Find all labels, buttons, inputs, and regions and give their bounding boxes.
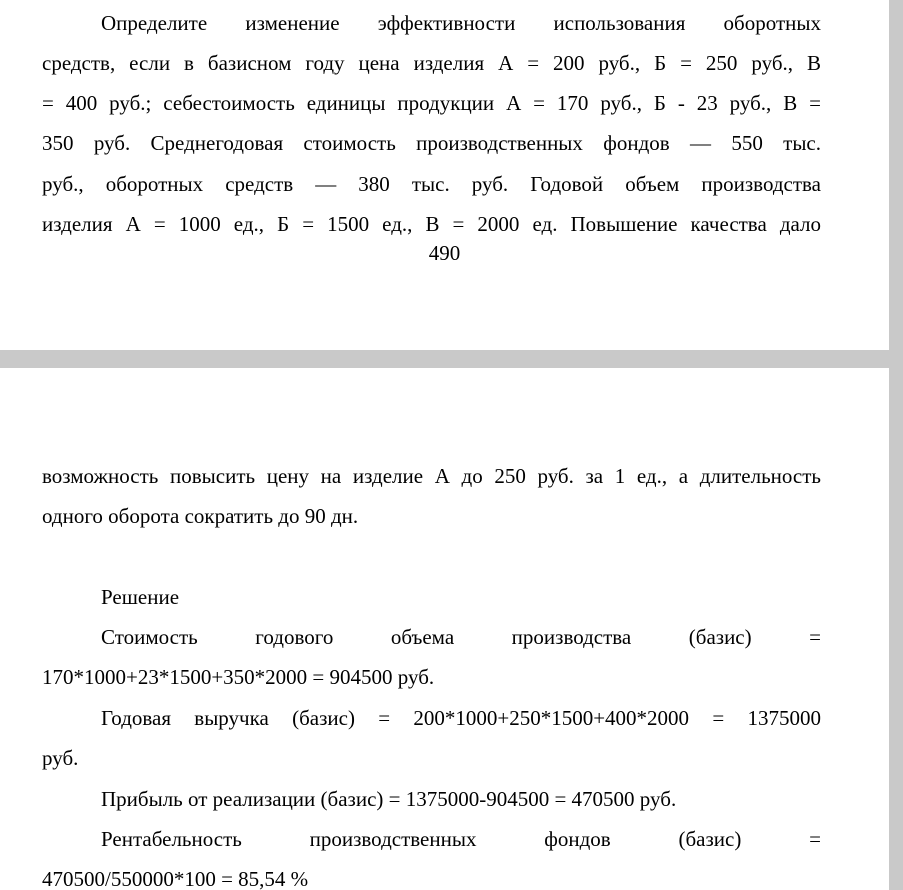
text-line: Стоимость годового объема производства (базис) = — [101, 625, 821, 649]
text-line: = 400 руб.; себестоимость единицы продукции А = 170 руб., Б - 23 руб., В = — [42, 91, 821, 115]
text-line: руб. — [42, 746, 79, 770]
text-line: Определите изменение эффективности использования оборотных — [101, 11, 821, 35]
text-line: Рентабельность производственных фондов (базис) = — [101, 827, 821, 851]
text-line: Прибыль от реализации (базис) = 1375000-904500 = 470500 руб. — [101, 787, 677, 811]
text-line: руб., оборотных средств — 380 тыс. руб. Годовой объем производства — [42, 172, 821, 196]
text-line: 170*1000+23*1500+350*2000 = 904500 руб. — [42, 665, 435, 689]
text-line: возможность повысить цену на изделие А до 250 руб. за 1 ед., а длительность — [42, 464, 821, 488]
text-line: 350 руб. Среднегодовая стоимость производственных фондов — 550 тыс. — [42, 131, 821, 155]
page-491 — [0, 368, 889, 890]
text-line: Годовая выручка (базис) = 200*1000+250*1500+400*2000 = 1375000 — [101, 706, 821, 730]
text-line: 470500/550000*100 = 85,54 % — [42, 867, 309, 890]
text-line: изделия А = 1000 ед., Б = 1500 ед., В = 2000 ед. Повышение качества дало — [42, 212, 821, 236]
page-490 — [0, 0, 889, 350]
text-line: одного оборота сократить до 90 дн. — [42, 504, 359, 528]
page-number: 490 — [428, 241, 461, 265]
text-line: средств, если в базисном году цена изделия А = 200 руб., Б = 250 руб., В — [42, 51, 821, 75]
section-heading: Решение — [101, 585, 180, 609]
